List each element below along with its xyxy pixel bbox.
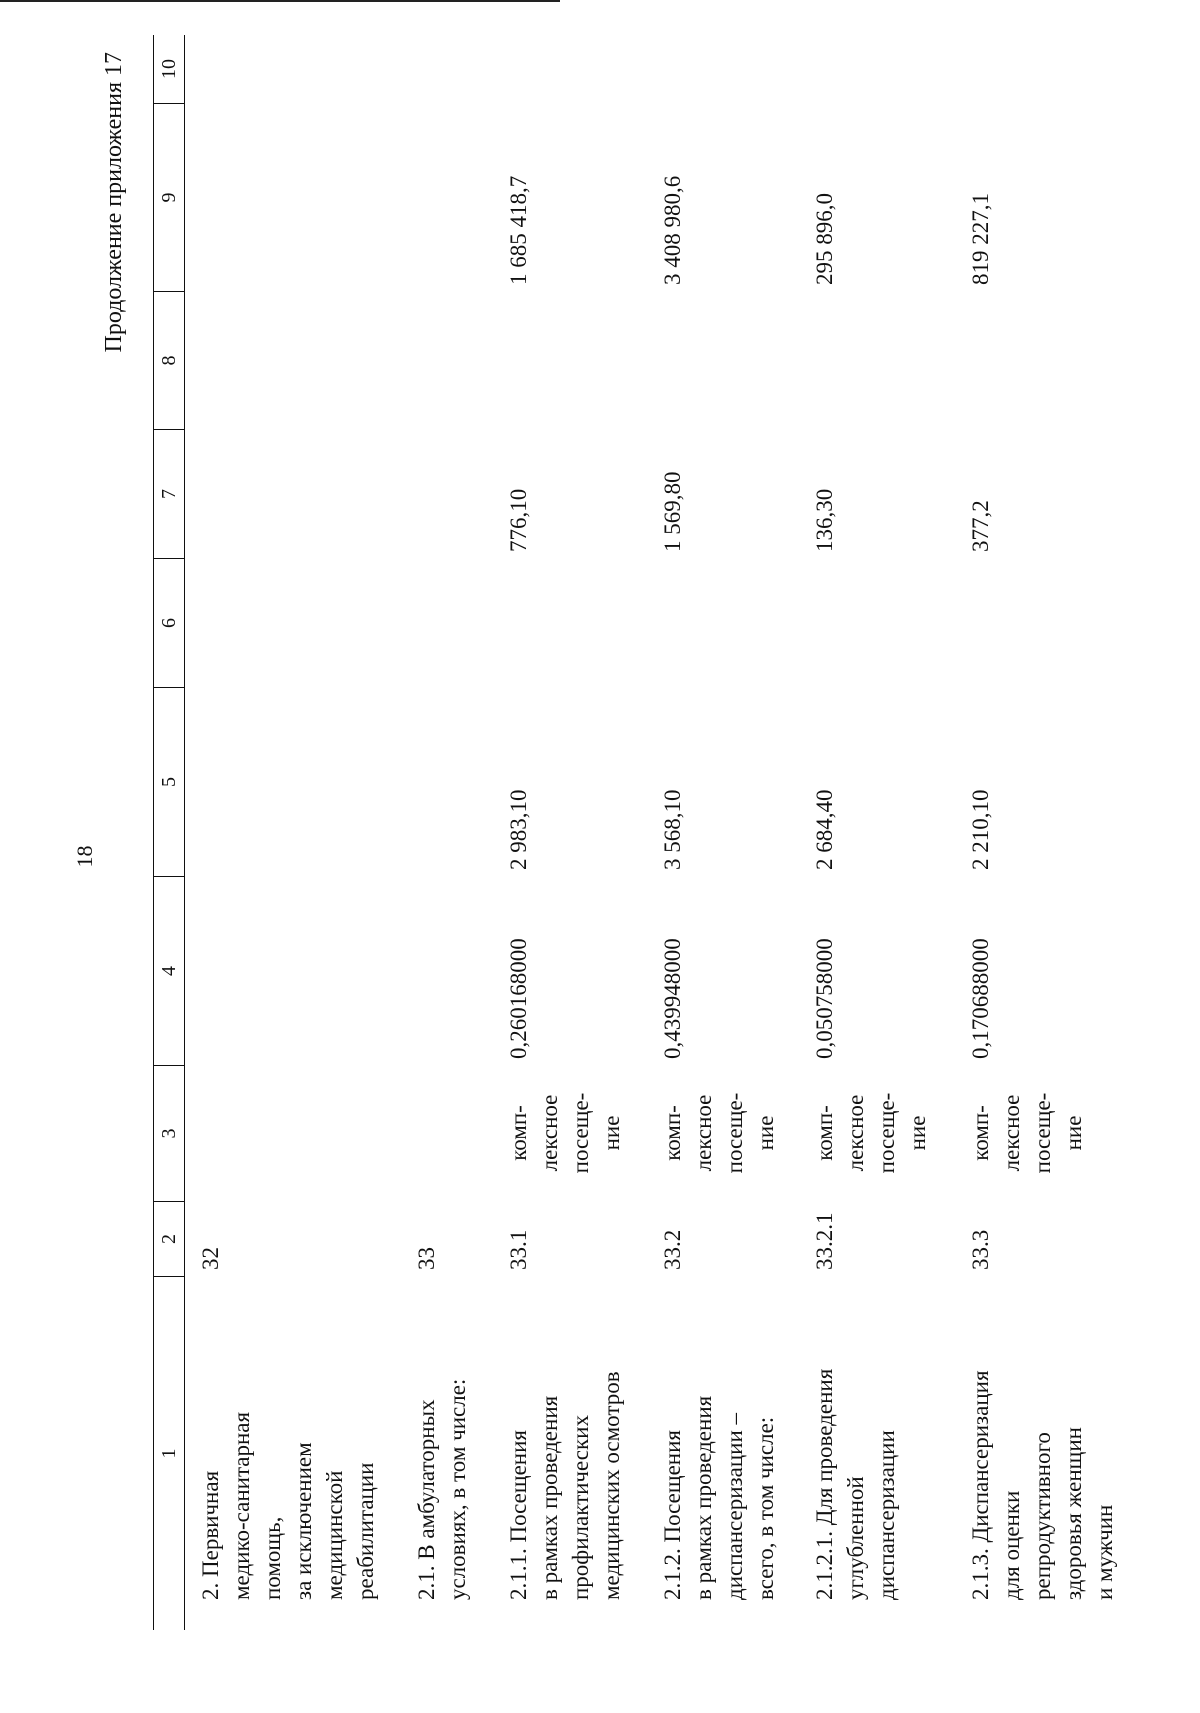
row-name: 2.1.3. Диспансеризация для оценки репродуктивного здоровья женщин и мужчин <box>968 1370 1117 1600</box>
header-cell-3: 3 <box>154 1065 184 1201</box>
row-unit: комп- лексное посеще- ние <box>812 1092 930 1174</box>
row-code: 33.2 <box>660 1229 685 1270</box>
table-row <box>965 35 1120 1630</box>
table-row <box>657 35 781 1630</box>
row-cost: 3 568,10 <box>660 789 685 870</box>
table-header-row <box>153 35 185 1630</box>
data-table <box>153 35 1120 1630</box>
row-norm: 0,170688000 <box>968 938 993 1059</box>
row-name: 2. Первичная медико-санитарная помощь, за исключением медицинской реабилитации <box>198 1411 378 1600</box>
row-norm: 0,260168000 <box>506 938 531 1059</box>
header-cell-1: 1 <box>154 1276 184 1630</box>
header-cell-5: 5 <box>154 687 184 876</box>
row-cost: 2 983,10 <box>506 789 531 870</box>
header-cell-10: 10 <box>158 59 180 79</box>
row-name: 2.1. В амбулаторных условиях, в том числе: <box>414 1378 470 1600</box>
row-unit: комп- лексное посеще- ние <box>506 1092 624 1174</box>
page-number: 18 <box>72 845 97 868</box>
table-row <box>195 35 381 1630</box>
row-name: 2.1.2.1. Для проведения углубленной диспансеризации <box>812 1368 899 1600</box>
row-code: 33.3 <box>968 1229 993 1270</box>
row-col9: 295 896,0 <box>812 193 837 285</box>
row-norm: 0,439948000 <box>660 938 685 1059</box>
continuation-label: Продолжение приложения 17 <box>101 52 127 353</box>
row-col7: 377,2 <box>968 500 993 552</box>
row-unit: комп- лексное посеще- ние <box>660 1092 778 1174</box>
row-name: 2.1.2. Посещения в рамках проведения диспансеризации – всего, в том числе: <box>660 1395 778 1600</box>
row-code: 33.2.1 <box>812 1212 837 1270</box>
row-col9: 3 408 980,6 <box>660 175 685 285</box>
table-row <box>503 35 627 1630</box>
header-cell-7: 7 <box>154 429 184 558</box>
row-col7: 776,10 <box>506 488 531 552</box>
row-col7: 136,30 <box>812 488 837 552</box>
table-row <box>809 35 933 1630</box>
row-col9: 819 227,1 <box>968 193 993 285</box>
header-cell-9: 9 <box>154 103 184 291</box>
row-cost: 2 684,40 <box>812 789 837 870</box>
row-code: 32 <box>198 1247 223 1270</box>
row-col9: 1 685 418,7 <box>506 175 531 285</box>
row-norm: 0,050758000 <box>812 938 837 1059</box>
header-cell-2: 2 <box>154 1201 184 1276</box>
row-code: 33 <box>414 1247 439 1270</box>
header-cell-8: 8 <box>154 291 184 429</box>
row-code: 33.1 <box>506 1229 531 1270</box>
header-cell-4: 4 <box>154 876 184 1065</box>
row-col7: 1 569,80 <box>660 471 685 552</box>
table-row <box>411 35 473 1630</box>
row-name: 2.1.1. Посещения в рамках проведения профилактических медицинских осмотров <box>506 1371 624 1600</box>
row-unit: комп- лексное посеще- ние <box>968 1092 1086 1174</box>
header-cell-6: 6 <box>154 558 184 687</box>
row-cost: 2 210,10 <box>968 789 993 870</box>
